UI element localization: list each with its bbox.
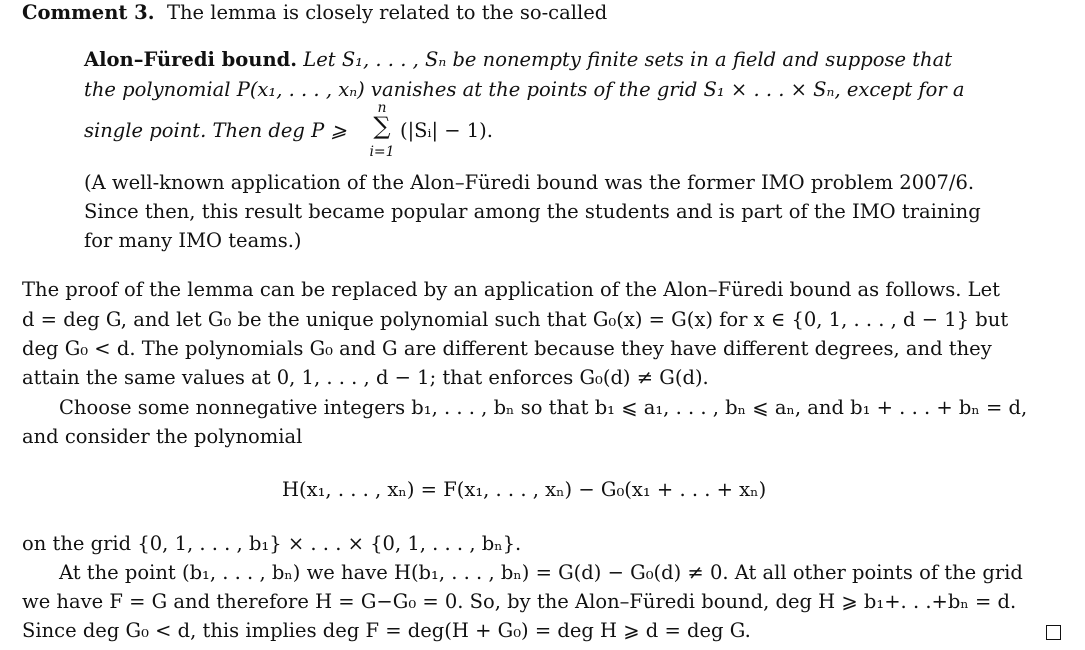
- proof-p4-line-1: At the point (b₁, . . . , bₙ) we have H(b₁, . . . , bₙ) = G(d) − G₀(d) ≠ 0. At all other points of the grid: [59, 561, 1023, 584]
- proof-p1-line-2: d = deg G, and let G₀ be the unique polynomial such that G₀(x) = G(x) for x ∈ {0, 1, . . . , d − 1} but: [22, 308, 1009, 331]
- qed-box-icon: [1046, 625, 1061, 640]
- proof-p1-line-3: deg G₀ < d. The polynomials G₀ and G are different because they have different degrees, and they: [22, 337, 992, 360]
- comment-text: The lemma is closely related to the so-called: [166, 1, 608, 24]
- sum-lower-limit: i=1: [369, 144, 395, 160]
- proof-p2-line-1: Choose some nonnegative integers b₁, . . . , bₙ so that b₁ ⩽ a₁, . . . , bₙ ⩽ aₙ, and b₁ + . . . + bₙ = d,: [59, 396, 1028, 419]
- theorem-statement-1: Let S₁, . . . , Sₙ be nonempty finite sets in a field and suppose that: [303, 48, 953, 71]
- proof-p1-line-4: attain the same values at 0, 1, . . . , d − 1; that enforces G₀(d) ≠ G(d).: [22, 366, 709, 389]
- comment-label: Comment 3.: [22, 1, 155, 24]
- sum-symbol: ∑: [373, 112, 391, 140]
- proof-p2-line-2: and consider the polynomial: [22, 425, 303, 448]
- sum-term: (|Sᵢ| − 1).: [400, 119, 493, 142]
- remark-line-1: (A well-known application of the Alon–Füredi bound was the former IMO problem 2007/6.: [84, 171, 975, 194]
- proof-p4-line-3: Since deg G₀ < d, this implies deg F = deg(H + G₀) = deg H ⩾ d = deg G.: [22, 619, 751, 642]
- theorem-line-1: [84, 47, 952, 73]
- proof-p3-line-1: on the grid {0, 1, . . . , b₁} × . . . × {0, 1, . . . , bₙ}.: [22, 532, 522, 555]
- proof-p1-line-1: The proof of the lemma can be replaced by an application of the Alon–Füredi bound as follows. Let: [22, 278, 1000, 301]
- remark-line-3: for many IMO teams.): [84, 229, 302, 252]
- theorem-line-3: single point. Then deg P ⩾: [84, 119, 347, 142]
- proof-p4-line-2: we have F = G and therefore H = G−G₀ = 0. So, by the Alon–Füredi bound, deg H ⩾ b₁+. . .+bₙ = d.: [22, 590, 1017, 613]
- comment-heading-line: [22, 0, 607, 26]
- remark-line-2: Since then, this result became popular among the students and is part of the IMO training: [84, 200, 981, 223]
- sum-upper-limit: n: [377, 100, 387, 116]
- theorem-title: Alon–Füredi bound.: [84, 48, 298, 71]
- display-equation: H(x₁, . . . , xₙ) = F(x₁, . . . , xₙ) − G₀(x₁ + . . . + xₙ): [282, 478, 767, 501]
- theorem-line-2: the polynomial P(x₁, . . . , xₙ) vanishes at the points of the grid S₁ × . . . × Sₙ, except for a: [84, 78, 965, 101]
